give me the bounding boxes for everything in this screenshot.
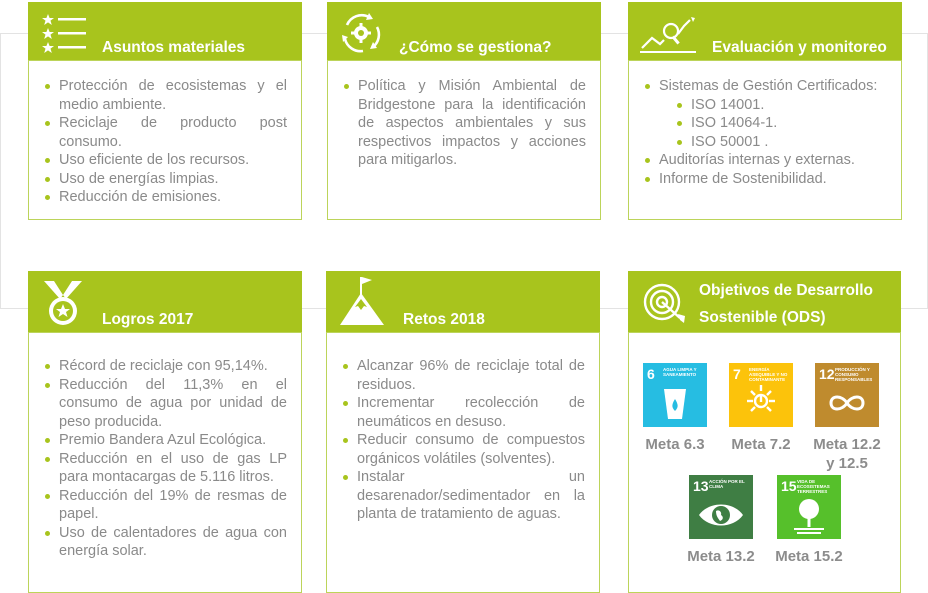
list-item: Uso de energías limpias. <box>43 170 287 189</box>
list-item: Sistemas de Gestión Certificados: <box>643 77 887 96</box>
meta-label: Meta 6.3 <box>645 436 705 453</box>
card-body <box>28 60 302 220</box>
bullet-list <box>643 77 887 188</box>
bullet-list <box>341 357 585 524</box>
bullet-list <box>342 77 586 170</box>
sdg-6-tile <box>643 363 707 427</box>
card-body <box>28 332 302 593</box>
card-asuntos-materiales <box>28 2 302 220</box>
list-item: Informe de Sostenibilidad. <box>643 170 887 189</box>
list-item: Reducción del 19% de resmas de papel. <box>43 487 287 524</box>
card-logros-2017 <box>28 271 302 593</box>
sdg-number: 7 <box>733 366 741 382</box>
list-item: Alcanzar 96% de reciclaje total de residuos. <box>341 357 585 394</box>
card-ods <box>628 271 901 593</box>
card-title: Objetivos de Desarrollo <box>699 282 873 299</box>
card-header <box>628 2 902 60</box>
list-item: Política y Misión Ambiental de Bridgestone para la identificación de aspectos ambientales y sus respectivos impactos y acciones para mitigarlos. <box>342 77 586 170</box>
list-item: Instalar un desarenador/sedimentador en la planta de tratamiento de aguas. <box>341 468 585 524</box>
tree-icon <box>791 495 827 535</box>
sdg-12-tile <box>815 363 879 427</box>
sdg-number: 12 <box>819 366 835 382</box>
sdg-7-tile <box>729 363 793 427</box>
sdg-15-tile <box>777 475 841 539</box>
card-body <box>327 60 601 220</box>
list-item: Reducción en el uso de gas LP para montacargas de 5.116 litros. <box>43 450 287 487</box>
sdg-label: AGUA LIMPIA Y SANEAMIENTO <box>663 367 697 377</box>
card-header <box>28 2 302 60</box>
meta-label: Meta 12.2 <box>813 436 881 453</box>
list-item: Uso de calentadores de agua con energía solar. <box>43 524 287 561</box>
infinity-icon <box>825 389 869 417</box>
card-title: Asuntos materiales <box>102 39 245 56</box>
sun-power-icon <box>743 383 779 423</box>
sdg-label: ACCIÓN POR EL CLIMA <box>709 479 745 489</box>
water-glass-icon <box>661 383 689 423</box>
meta-label: Meta 7.2 <box>731 436 791 453</box>
sdg-label: ENERGÍA ASEQUIBLE Y NO CONTAMINANTE <box>749 367 788 382</box>
mountain-flag-icon <box>338 275 386 327</box>
sdg-label: VIDA DE ECOSISTEMAS TERRESTRES <box>797 479 830 494</box>
eye-globe-icon <box>697 499 745 531</box>
card-title: Evaluación y monitoreo <box>712 39 887 56</box>
list-item: Incrementar recolección de neumáticos en desuso. <box>341 394 585 431</box>
sdg-number: 15 <box>781 478 797 494</box>
card-header <box>28 271 302 332</box>
list-item: Récord de reciclaje con 95,14%. <box>43 357 287 376</box>
bullet-list <box>43 77 287 207</box>
card-evaluacion-monitoreo <box>628 2 902 220</box>
bullet-list <box>43 357 287 561</box>
card-title: Retos 2018 <box>403 311 485 328</box>
sdg-13-tile <box>689 475 753 539</box>
gear-cycle-icon <box>339 11 383 55</box>
background-line <box>0 33 1 308</box>
card-title: ¿Cómo se gestiona? <box>399 39 552 56</box>
card-body <box>628 60 902 220</box>
card-como-se-gestiona <box>327 2 601 220</box>
target-icon <box>642 280 686 324</box>
card-body <box>326 332 600 593</box>
sdg-label: PRODUCCIÓN Y CONSUMO RESPONSABLES <box>835 367 873 382</box>
card-header <box>326 271 600 332</box>
list-item: Reducción del 11,3% en el consumo de agua por unidad de peso producida. <box>43 376 287 432</box>
card-header <box>628 271 901 332</box>
sdg-number: 6 <box>647 366 655 382</box>
card-title: Sostenible (ODS) <box>699 309 826 326</box>
list-item: Premio Bandera Azul Ecológica. <box>43 431 287 450</box>
list-item: Reciclaje de producto post consumo. <box>43 114 287 151</box>
card-retos-2018 <box>326 271 600 593</box>
medal-icon <box>42 279 84 327</box>
card-title: Logros 2017 <box>102 311 194 328</box>
list-item: Protección de ecosistemas y el medio ambiente. <box>43 77 287 114</box>
card-body <box>628 332 901 593</box>
list-item: Uso eficiente de los recursos. <box>43 151 287 170</box>
sdg-number: 13 <box>693 478 709 494</box>
list-item: ISO 14001. <box>643 96 887 115</box>
list-item: Auditorías internas y externas. <box>643 151 887 170</box>
card-header <box>327 2 601 60</box>
meta-label: Meta 13.2 <box>687 548 755 565</box>
list-icon <box>42 12 88 54</box>
meta-label: y 12.5 <box>826 455 868 472</box>
list-item: ISO 14064-1. <box>643 114 887 133</box>
list-item: Reducción de emisiones. <box>43 188 287 207</box>
list-item: Reducir consumo de compuestos orgánicos volátiles (solventes). <box>341 431 585 468</box>
magnifier-chart-icon <box>640 16 696 54</box>
list-item: ISO 50001 . <box>643 133 887 152</box>
meta-label: Meta 15.2 <box>775 548 843 565</box>
